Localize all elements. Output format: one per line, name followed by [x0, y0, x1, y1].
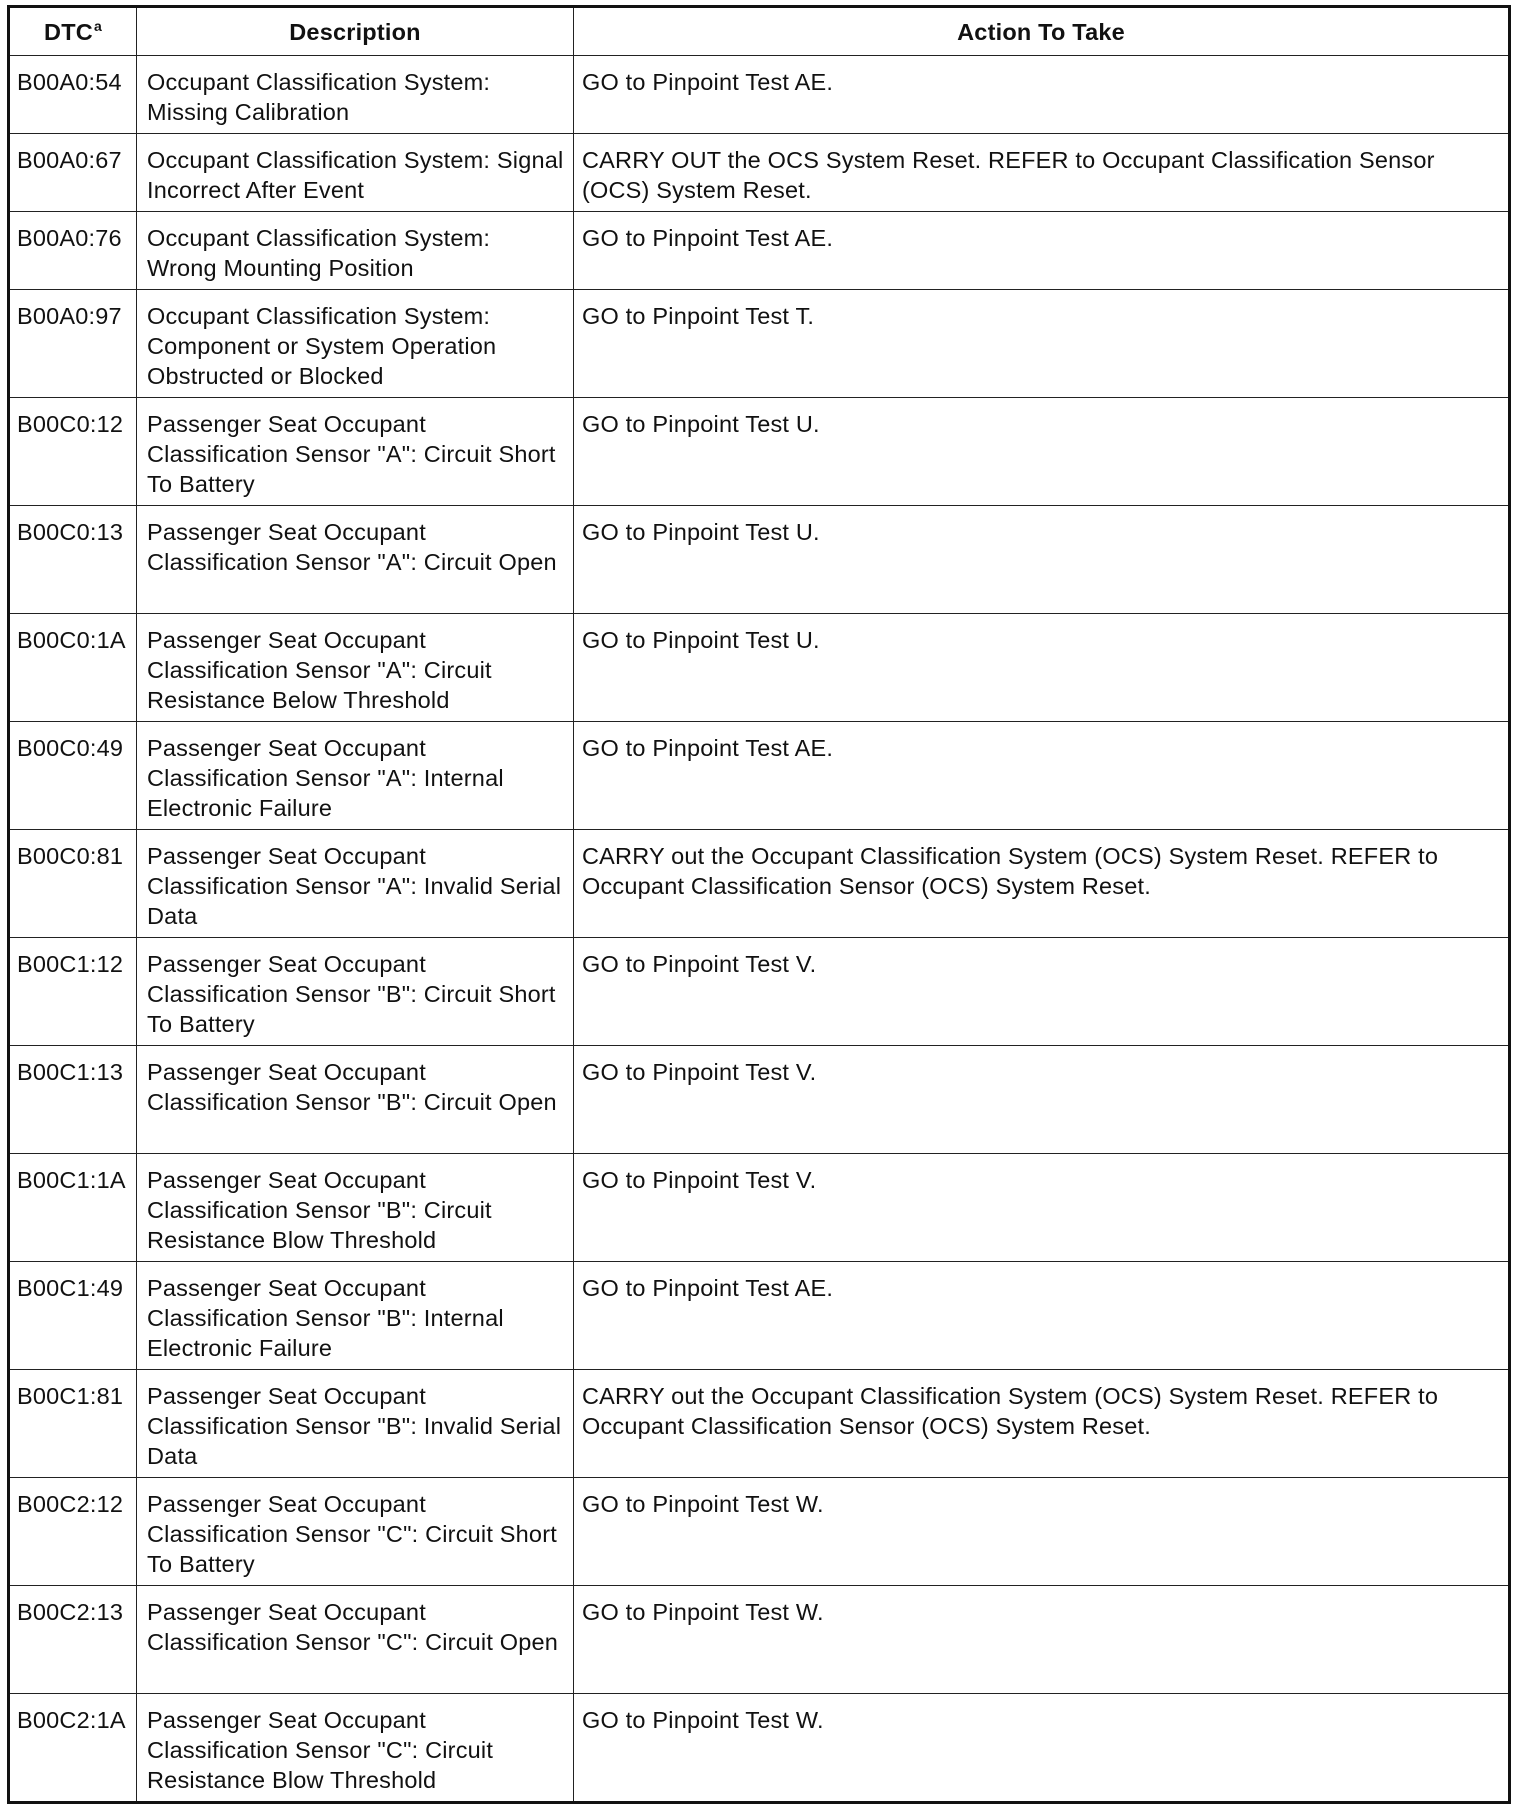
table-row: [9, 614, 1510, 722]
description-cell: Occupant Classification System: Signal Incorrect After Event: [137, 134, 574, 212]
description-cell: Passenger Seat Occupant Classification Sensor "B": Circuit Short To Battery: [137, 938, 574, 1046]
action-cell: CARRY out the Occupant Classification System (OCS) System Reset. REFER to Occupant Classification Sensor (OCS) System Reset.: [574, 830, 1510, 938]
description-cell: Passenger Seat Occupant Classification Sensor "A": Circuit Open: [137, 506, 574, 614]
table-row: [9, 1370, 1510, 1478]
table-row: [9, 398, 1510, 506]
description-cell: Passenger Seat Occupant Classification Sensor "B": Invalid Serial Data: [137, 1370, 574, 1478]
table-row: [9, 506, 1510, 614]
description-cell: Passenger Seat Occupant Classification Sensor "A": Circuit Short To Battery: [137, 398, 574, 506]
action-cell: GO to Pinpoint Test AE.: [574, 56, 1510, 134]
table-row: [9, 1694, 1510, 1803]
table-row: [9, 1262, 1510, 1370]
action-cell: GO to Pinpoint Test U.: [574, 398, 1510, 506]
action-cell: CARRY OUT the OCS System Reset. REFER to Occupant Classification Sensor (OCS) System Reset.: [574, 134, 1510, 212]
dtc-code-cell: B00C1:13: [9, 1046, 137, 1154]
description-cell: Passenger Seat Occupant Classification Sensor "C": Circuit Open: [137, 1586, 574, 1694]
table-row: [9, 1478, 1510, 1586]
table-row: [9, 722, 1510, 830]
dtc-code-cell: B00A0:54: [9, 56, 137, 134]
column-header-action: Action To Take: [574, 7, 1510, 56]
description-cell: Passenger Seat Occupant Classification Sensor "A": Invalid Serial Data: [137, 830, 574, 938]
description-cell: Occupant Classification System: Component or System Operation Obstructed or Blocked: [137, 290, 574, 398]
table-row: [9, 830, 1510, 938]
action-cell: GO to Pinpoint Test AE.: [574, 1262, 1510, 1370]
dtc-code-cell: B00C1:12: [9, 938, 137, 1046]
table-row: [9, 938, 1510, 1046]
description-cell: Passenger Seat Occupant Classification Sensor "B": Internal Electronic Failure: [137, 1262, 574, 1370]
action-cell: GO to Pinpoint Test U.: [574, 506, 1510, 614]
table-row: [9, 56, 1510, 134]
dtc-code-cell: B00C0:13: [9, 506, 137, 614]
action-cell: GO to Pinpoint Test W.: [574, 1586, 1510, 1694]
dtc-code-cell: B00C0:1A: [9, 614, 137, 722]
dtc-code-cell: B00C2:1A: [9, 1694, 137, 1803]
dtc-code-cell: B00C2:12: [9, 1478, 137, 1586]
dtc-footnote-marker: a: [93, 17, 102, 34]
dtc-header-label: DTC: [44, 18, 93, 45]
header-row: [9, 7, 1510, 56]
action-cell: GO to Pinpoint Test AE.: [574, 212, 1510, 290]
description-cell: Passenger Seat Occupant Classification Sensor "A": Circuit Resistance Below Threshold: [137, 614, 574, 722]
table-row: [9, 1586, 1510, 1694]
dtc-code-cell: B00A0:67: [9, 134, 137, 212]
description-cell: Passenger Seat Occupant Classification Sensor "C": Circuit Resistance Blow Threshold: [137, 1694, 574, 1803]
dtc-code-cell: B00C1:49: [9, 1262, 137, 1370]
action-cell: GO to Pinpoint Test W.: [574, 1478, 1510, 1586]
dtc-code-cell: B00A0:76: [9, 212, 137, 290]
description-cell: Passenger Seat Occupant Classification Sensor "C": Circuit Short To Battery: [137, 1478, 574, 1586]
dtc-code-cell: B00C2:13: [9, 1586, 137, 1694]
dtc-code-cell: B00C0:49: [9, 722, 137, 830]
table-row: [9, 1154, 1510, 1262]
column-header-description: Description: [137, 7, 574, 56]
table-header: [9, 7, 1510, 56]
column-header-dtc: [9, 7, 137, 56]
table-row: [9, 290, 1510, 398]
action-cell: GO to Pinpoint Test V.: [574, 1046, 1510, 1154]
description-cell: Passenger Seat Occupant Classification Sensor "A": Internal Electronic Failure: [137, 722, 574, 830]
dtc-code-cell: B00A0:97: [9, 290, 137, 398]
dtc-table: [7, 5, 1511, 1804]
dtc-code-cell: B00C1:1A: [9, 1154, 137, 1262]
table-body: [9, 56, 1510, 1803]
dtc-code-cell: B00C1:81: [9, 1370, 137, 1478]
action-cell: GO to Pinpoint Test V.: [574, 938, 1510, 1046]
action-cell: GO to Pinpoint Test U.: [574, 614, 1510, 722]
description-cell: Passenger Seat Occupant Classification Sensor "B": Circuit Resistance Blow Threshold: [137, 1154, 574, 1262]
dtc-code-cell: B00C0:81: [9, 830, 137, 938]
table-row: [9, 134, 1510, 212]
action-cell: GO to Pinpoint Test T.: [574, 290, 1510, 398]
description-cell: Occupant Classification System: Missing Calibration: [137, 56, 574, 134]
description-cell: Occupant Classification System: Wrong Mounting Position: [137, 212, 574, 290]
description-cell: Passenger Seat Occupant Classification Sensor "B": Circuit Open: [137, 1046, 574, 1154]
dtc-code-cell: B00C0:12: [9, 398, 137, 506]
action-cell: GO to Pinpoint Test V.: [574, 1154, 1510, 1262]
action-cell: GO to Pinpoint Test W.: [574, 1694, 1510, 1803]
table-row: [9, 212, 1510, 290]
table-row: [9, 1046, 1510, 1154]
action-cell: CARRY out the Occupant Classification System (OCS) System Reset. REFER to Occupant Classification Sensor (OCS) System Reset.: [574, 1370, 1510, 1478]
action-cell: GO to Pinpoint Test AE.: [574, 722, 1510, 830]
